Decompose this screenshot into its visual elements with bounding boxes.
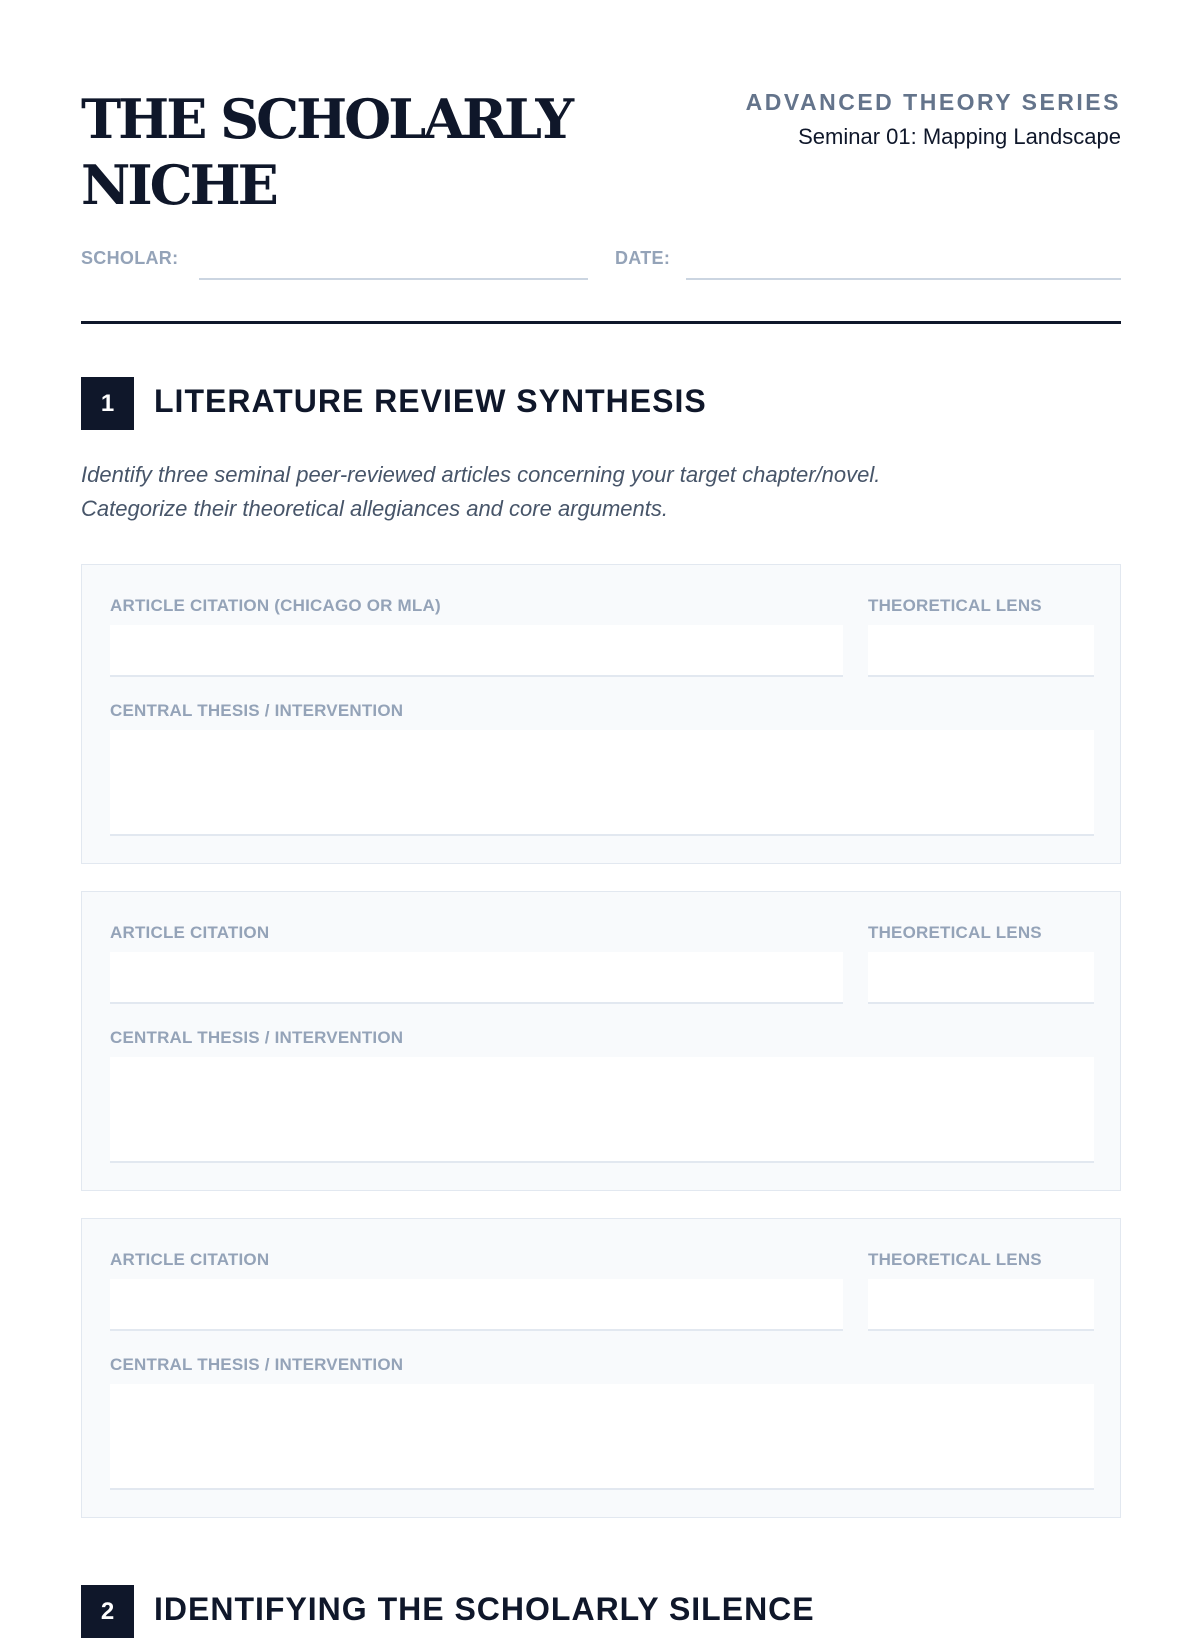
series-name: ADVANCED THEORY SERIES (745, 89, 1121, 115)
article-card (81, 564, 1121, 864)
citation-input[interactable] (110, 625, 843, 677)
citation-input[interactable] (110, 1279, 843, 1331)
section-instructions (81, 458, 1121, 526)
thesis-label: CENTRAL THESIS / INTERVENTION (110, 1028, 404, 1047)
date-field[interactable] (686, 278, 1121, 280)
lens-label: THEORETICAL LENS (868, 923, 1042, 942)
date-label: DATE: (615, 248, 671, 268)
section-2-heading (81, 1585, 1121, 1639)
worksheet-header (81, 86, 1121, 226)
thesis-label: CENTRAL THESIS / INTERVENTION (110, 1355, 404, 1374)
citation-label: ARTICLE CITATION (110, 1250, 270, 1269)
citation-label: ARTICLE CITATION (CHICAGO OR MLA) (110, 596, 441, 615)
scholar-date-row (81, 244, 1121, 284)
lens-label: THEORETICAL LENS (868, 1250, 1042, 1269)
page-title: THE SCHOLARLY NICHE (81, 87, 572, 217)
section-number-badge: 2 (81, 1585, 134, 1638)
thesis-textarea[interactable] (110, 1384, 1094, 1490)
section-1-heading (81, 377, 1121, 431)
header-divider (81, 321, 1121, 324)
seminar-title: Seminar 01: Mapping Landscape (798, 124, 1121, 149)
section-title: LITERATURE REVIEW SYNTHESIS (154, 383, 707, 419)
lens-label: THEORETICAL LENS (868, 596, 1042, 615)
article-card (81, 891, 1121, 1191)
thesis-textarea[interactable] (110, 730, 1094, 836)
citation-input[interactable] (110, 952, 843, 1004)
instructions-line-1: Identify three seminal peer-reviewed articles concerning your target chapter/novel. (81, 462, 881, 487)
thesis-textarea[interactable] (110, 1057, 1094, 1163)
section-title: IDENTIFYING THE SCHOLARLY SILENCE (154, 1591, 815, 1627)
thesis-label: CENTRAL THESIS / INTERVENTION (110, 701, 404, 720)
instructions-line-2: Categorize their theoretical allegiances and core arguments. (81, 496, 668, 521)
lens-input[interactable] (868, 1279, 1094, 1331)
citation-label: ARTICLE CITATION (110, 923, 270, 942)
lens-input[interactable] (868, 952, 1094, 1004)
scholar-label: SCHOLAR: (81, 248, 179, 268)
series-info (701, 86, 1121, 153)
section-number-badge: 1 (81, 377, 134, 430)
article-card (81, 1218, 1121, 1518)
scholar-field[interactable] (199, 278, 588, 280)
lens-input[interactable] (868, 625, 1094, 677)
